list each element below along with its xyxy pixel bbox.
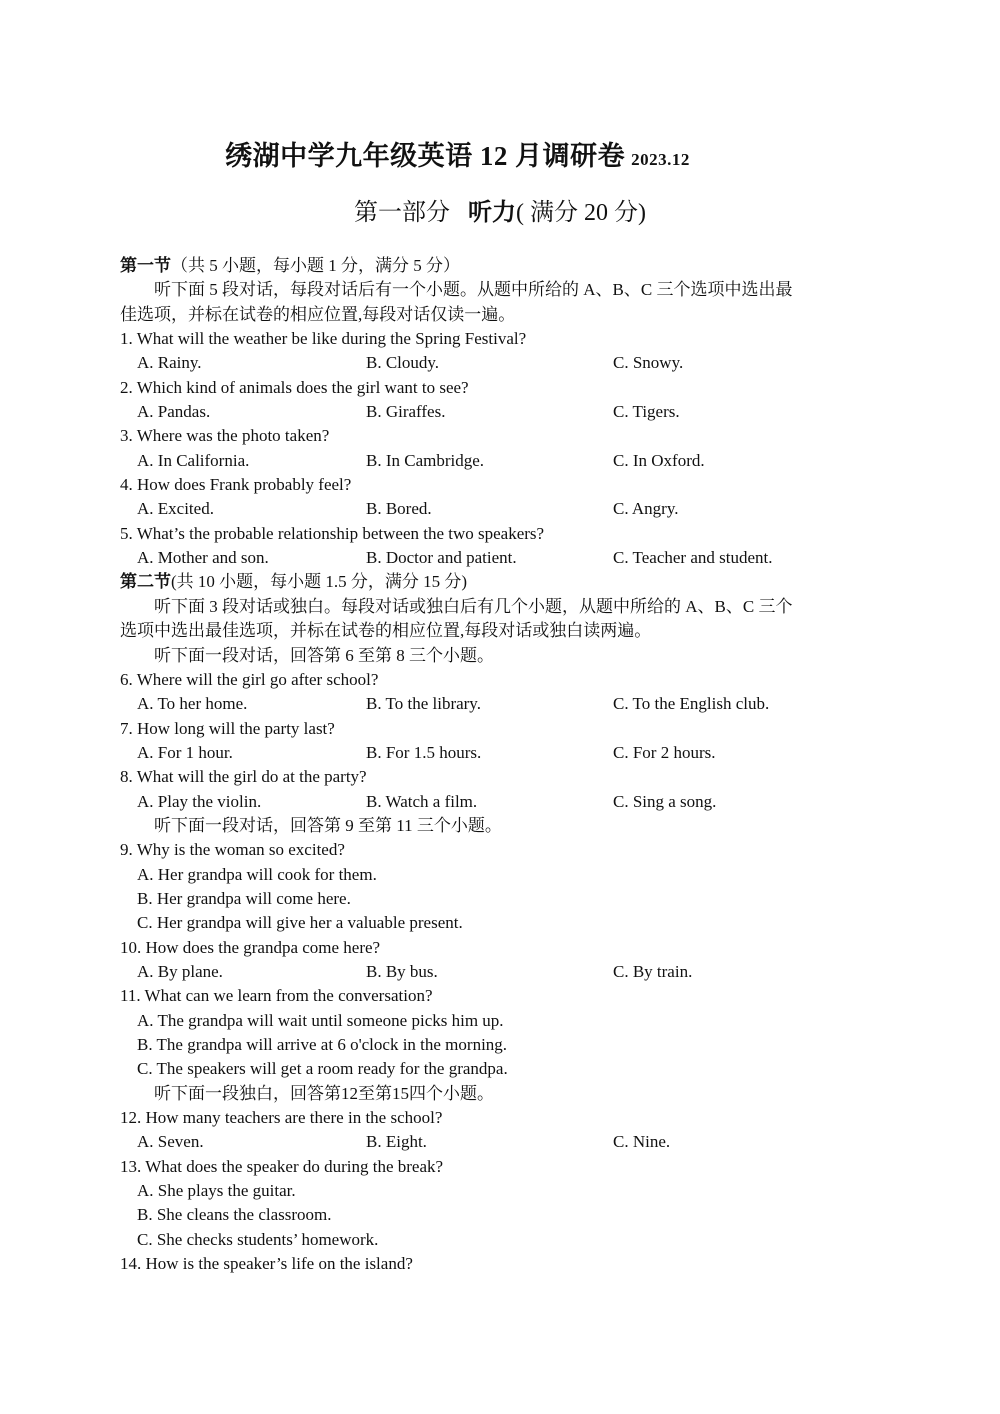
section1-heading [120,254,840,278]
part-number: 第一部分 [354,200,450,226]
q9-option-a: A. Her grandpa will cook for them. [137,864,377,884]
q8-option-b: B. Watch a film. [366,791,478,811]
question-4-options [120,497,840,521]
section1-instruction-line1: 听下面 5 段对话，每段对话后有一个小题。从题中所给的 A、B、C 三个选项中选出最 [154,280,793,300]
question-3: 3. Where was the photo taken? [120,426,330,446]
q2-option-c: C. Tigers. [613,402,680,422]
q9-option-c: C. Her grandpa will give her a valuable present. [137,913,463,933]
section2-title: 第二节 [120,572,171,592]
q13-option-b: B. She cleans the classroom. [137,1205,332,1225]
q8-option-c: C. Sing a song. [613,791,717,811]
q9-option-b: B. Her grandpa will come here. [137,888,351,908]
q13-option-c: C. She checks students’ homework. [137,1229,379,1249]
question-10-options [120,960,840,984]
question-6-options [120,692,840,716]
exam-title-main: 绣湖中学九年级英语 12 月调研卷 [225,141,626,171]
q5-option-c: C. Teacher and student. [613,548,773,568]
q6-option-a: A. To her home. [137,694,248,714]
question-1-options [120,351,840,375]
question-2: 2. Which kind of animals does the girl want to see? [120,377,469,397]
question-12-options [120,1130,840,1154]
q10-option-b: B. By bus. [366,961,438,981]
q3-option-c: C. In Oxford. [613,450,705,470]
section2-subinstruction-2: 听下面一段对话，回答第 9 至第 11 三个小题。 [154,815,502,835]
q3-option-b: B. In Cambridge. [366,450,485,470]
q13-option-a: A. She plays the guitar. [137,1181,296,1201]
section2-subinstruction-3: 听下面一段独白，回答第12至第15四个小题。 [154,1083,494,1103]
section2-instruction-line1: 听下面 3 段对话或独白。每段对话或独白后有几个小题，从题中所给的 A、B、C 三个 [154,596,793,616]
q4-option-a: A. Excited. [137,499,214,519]
part-score: ( 满分 20 分) [516,200,646,226]
question-11: 11. What can we learn from the conversation? [120,986,433,1006]
question-9: 9. Why is the woman so excited? [120,840,345,860]
q1-option-a: A. Rainy. [137,353,202,373]
q1-option-c: C. Snowy. [613,353,684,373]
section1-note: （共 5 小题，每小题 1 分，满分 5 分） [171,256,460,275]
q3-option-a: A. In California. [137,450,250,470]
q5-option-a: A. Mother and son. [137,548,269,568]
section2-instruction-line2: 选项中选出最佳选项，并标在试卷的相应位置,每段对话或独白读两遍。 [120,621,652,641]
q10-option-c: C. By train. [613,961,693,981]
q7-option-c: C. For 2 hours. [613,742,716,762]
q5-option-b: B. Doctor and patient. [366,548,517,568]
q10-option-a: A. By plane. [137,961,223,981]
question-8-options [120,790,840,814]
question-5: 5. What’s the probable relationship between the two speakers? [120,523,545,543]
section1-title: 第一节 [120,256,171,275]
q12-option-a: A. Seven. [137,1132,204,1152]
q4-option-b: B. Bored. [366,499,432,519]
q6-option-c: C. To the English club. [613,694,770,714]
q2-option-b: B. Giraffes. [366,402,446,422]
q6-option-b: B. To the library. [366,694,481,714]
q8-option-a: A. Play the violin. [137,791,262,811]
q11-option-b: B. The grandpa will arrive at 6 o'clock in the morning. [137,1035,508,1054]
q12-option-b: B. Eight. [366,1132,427,1152]
question-12: 12. How many teachers are there in the school? [120,1108,443,1128]
section2-heading [120,570,840,594]
question-7-options [120,741,840,765]
exam-content [120,254,840,1276]
question-13: 13. What does the speaker do during the break? [120,1156,444,1176]
question-10: 10. How does the grandpa come here? [120,937,381,957]
section1-instruction-line2: 佳选项，并标在试卷的相应位置,每段对话仅读一遍。 [120,304,516,324]
q11-option-a: A. The grandpa will wait until someone picks him up. [137,1010,504,1030]
q2-option-a: A. Pandas. [137,402,211,422]
question-8: 8. What will the girl do at the party? [120,767,367,787]
q7-option-b: B. For 1.5 hours. [366,742,482,762]
q1-option-b: B. Cloudy. [366,353,440,373]
section2-note: (共 10 小题，每小题 1.5 分，满分 15 分) [171,572,468,592]
question-1: 1. What will the weather be like during the Spring Festival? [120,329,527,349]
q7-option-a: A. For 1 hour. [137,742,233,762]
question-2-options [120,400,840,424]
question-3-options [120,449,840,473]
question-6: 6. Where will the girl go after school? [120,669,379,689]
part-name: 听力 [468,200,516,226]
q11-option-c: C. The speakers will get a room ready for the grandpa. [137,1059,508,1079]
q12-option-c: C. Nine. [613,1132,671,1152]
section2-subinstruction-1: 听下面一段对话，回答第 6 至第 8 三个小题。 [154,645,494,665]
question-5-options [120,546,840,570]
q4-option-c: C. Angry. [613,499,679,519]
question-14: 14. How is the speaker’s life on the island? [120,1254,413,1274]
question-4: 4. How does Frank probably feel? [120,475,352,495]
exam-title [0,134,915,173]
question-7: 7. How long will the party last? [120,718,335,738]
part-heading [0,192,1000,227]
exam-date: 2023.12 [631,150,690,169]
